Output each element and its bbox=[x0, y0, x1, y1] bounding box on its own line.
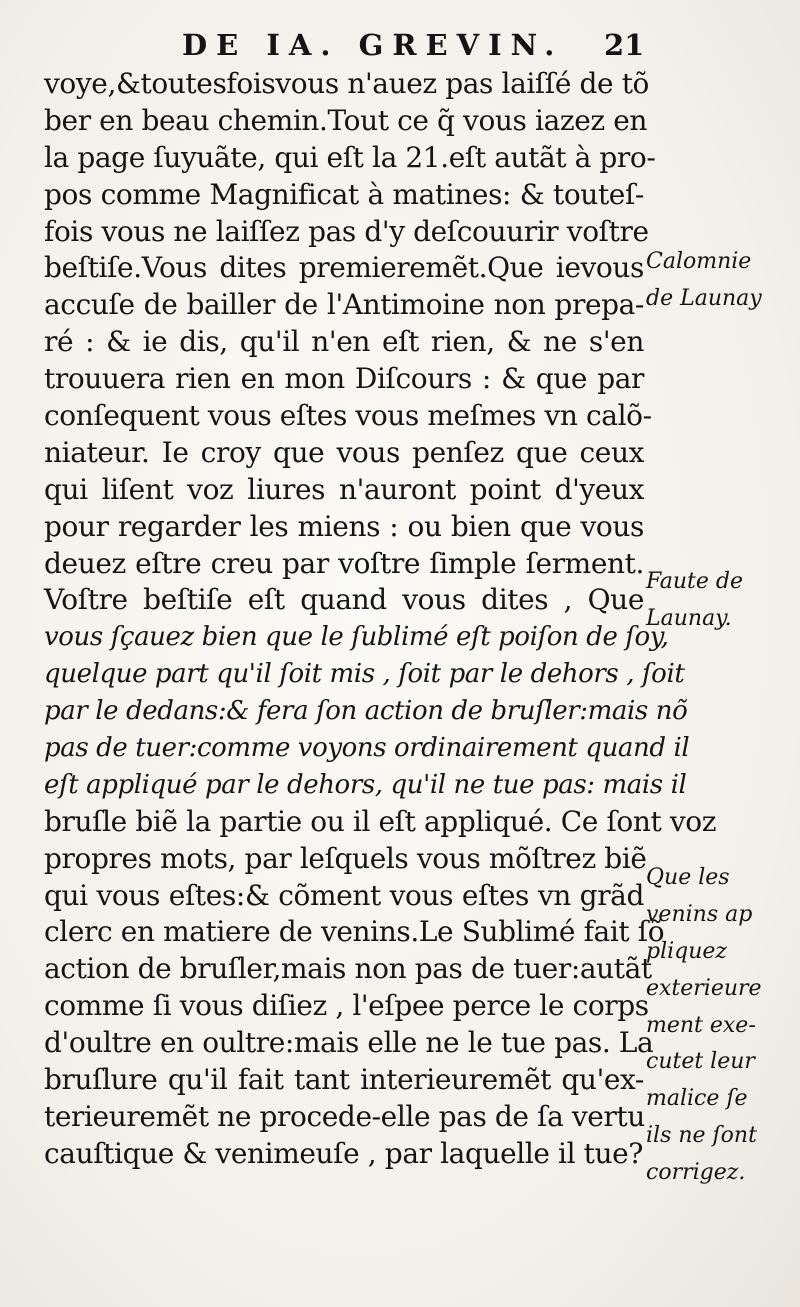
quoted-line: quelque part qu'il ſoit mis , ſoit par le dehors , ſoit bbox=[44, 659, 685, 690]
page-header bbox=[0, 22, 800, 68]
margin-note-line: corrigez. bbox=[646, 1160, 746, 1186]
text-line: la page ſuyuãte, qui eſt la 21.eſt autãt à pro- bbox=[44, 140, 656, 174]
margin-note-faute bbox=[646, 564, 796, 638]
text-line: bruſlure qu'il fait tant interieuremẽt qu'ex- bbox=[44, 1063, 644, 1097]
quoted-line: eſt appliqué par le dehors, qu'il ne tue pas: mais il bbox=[44, 769, 687, 800]
margin-note-line: de Launay bbox=[646, 285, 762, 311]
margin-note-line: exterieure bbox=[646, 975, 762, 1001]
margin-note-calomnie bbox=[646, 244, 796, 318]
text-line: qui liſent voz liures n'auront point d'yeux bbox=[44, 472, 644, 506]
text-line: trouuera rien en mon Diſcours : & que par bbox=[44, 362, 644, 396]
quoted-line: vous ſçauez bien que le ſublimé eſt poiſon de ſoy, bbox=[44, 622, 669, 653]
text-line: conſequent vous eſtes vous meſmes vn calõ- bbox=[44, 399, 652, 433]
margin-note-line: Calomnie bbox=[646, 249, 752, 274]
margin-note-line: cutet leur bbox=[646, 1049, 755, 1075]
text-line: ré : & ie dis, qu'il n'en eſt rien, & ne s'en bbox=[44, 325, 644, 359]
text-line: fois vous ne laiſſez pas d'y deſcouurir voſtre bbox=[44, 214, 649, 248]
text-line: pos comme Magnificat à matines: & touteſ- bbox=[44, 177, 644, 211]
margin-note-line: Faute de bbox=[646, 569, 744, 594]
text-line: voye,&toutesfoisvous n'auez pas laiſſé de tõ bbox=[44, 67, 650, 100]
text-line: qui vous eſtes:& cõment vous eſtes vn grãd bbox=[44, 878, 644, 912]
margin-note-line: Launay. bbox=[646, 605, 732, 631]
text-line: ber en beau chemin.Tout ce q̃ vous iazez en bbox=[44, 103, 648, 137]
running-title: DE IA. GREVIN. bbox=[182, 28, 564, 62]
quoted-line: par le dedans:& fera ſon action de bruſler:mais nõ bbox=[44, 696, 688, 727]
margin-note-line: pliquez bbox=[646, 938, 728, 964]
text-line: pour regarder les miens : ou bien que vous bbox=[44, 509, 644, 543]
text-line: terieuremẽt ne procede-elle pas de ſa vertu bbox=[44, 1099, 645, 1133]
margin-note-venins bbox=[646, 860, 796, 1192]
text-line: beſtiſe.Vous dites premieremẽt.Que ievous bbox=[44, 251, 644, 285]
text-line: niateur. Ie croy que vous penſez que ceux bbox=[44, 435, 644, 469]
page-number: 21 bbox=[604, 28, 645, 62]
text-line: Voſtre beſtiſe eſt quand vous dites , Que bbox=[44, 583, 644, 617]
text-line: clerc en matiere de venins.Le Sublimé fait ſõ bbox=[44, 915, 665, 949]
text-line: comme ſi vous diſiez , l'eſpee perce le corps bbox=[44, 989, 649, 1023]
margin-note-line: venins ap bbox=[646, 901, 753, 927]
text-line: propres mots, par leſquels vous mõſtrez biẽ bbox=[44, 841, 647, 875]
text-line: d'oultre en oultre:mais elle ne le tue pas. La bbox=[44, 1026, 654, 1060]
text-line: bruſle biẽ la partie ou il eſt appliqué. Ce ſont voz bbox=[44, 804, 717, 838]
text-line: action de bruſler,mais non pas de tuer:autãt bbox=[44, 952, 652, 986]
text-line: accuſe de bailler de l'Antimoine non prepa- bbox=[44, 288, 644, 322]
text-line: deuez eſtre creu par voſtre ſimple ſerment. bbox=[44, 546, 644, 580]
margin-note-line: Que les bbox=[646, 865, 730, 890]
quoted-line: pas de tuer:comme voyons ordinairement quand il bbox=[44, 733, 690, 764]
margin-note-line: ment exe- bbox=[646, 1012, 756, 1038]
margin-note-line: ils ne ſont bbox=[646, 1123, 757, 1149]
text-line: cauſtique & venimeuſe , par laquelle il tue? bbox=[44, 1136, 643, 1170]
margin-note-line: malice ſe bbox=[646, 1086, 748, 1112]
